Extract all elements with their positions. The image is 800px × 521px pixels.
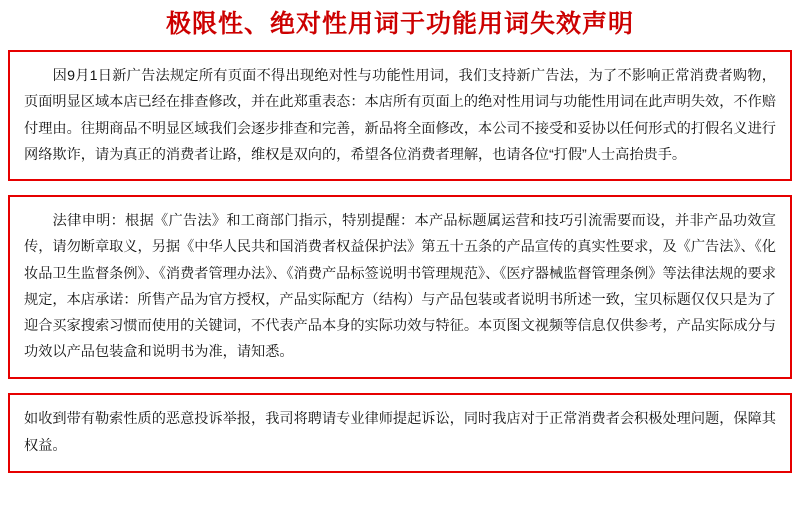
block-text xyxy=(24,63,776,168)
block-text xyxy=(24,208,776,366)
block-body: 因9月1日新广告法规定所有页面不得出现绝对性与功能性用词，我们支持新广告法，为了不影响正常消费者购物，页面明显区域本店已经在排查修改，并在此郑重表态：本店所有页面上的绝对性用词与功能性用词在此声明失效，不作赔付理由。往期商品不明显区域我们会逐步排查和完善，新品将全面修改，本公司不接受和妥协以任何形式的打假名义进行网络欺诈，请为真正的消费者让路，维权是双向的，希望各位消费者理解，也请各位“打假”人士高抬贵手。 xyxy=(24,68,776,163)
block-body: 法律申明：根据《广告法》和工商部门指示，特别提醒：本产品标题属运营和技巧引流需要而设，并非产品功效宣传，请勿断章取义，另据《中华人民共和国消费者权益保护法》第五十五条的产品宣传的真实性要求，及《广告法》、《化妆品卫生监督条例》、《消费者管理办法》、《消费产品标签说明书管理规范》、《医疗器械监督管理条例》等法律法规的要求规定，本店承诺：所售产品为官方授权，产品实际配方（结构）与产品包装或者说明书所述一致，宝贝标题仅仅只是为了迎合买家搜索习惯而使用的关键词，不代表产品本身的实际功效与特征。本页图文视频等信息仅供参考，产品实际成分与功效以产品包装盒和说明书为准，请知悉。 xyxy=(24,213,776,361)
statement-block-legal-statement xyxy=(8,195,792,379)
block-text xyxy=(24,406,776,460)
page-title: 极限性、绝对性用词于功能用词失效声明 xyxy=(165,11,634,38)
statement-block-advertising-law xyxy=(8,50,792,181)
block-body: 如收到带有勒索性质的恶意投诉举报，我司将聘请专业律师提起诉讼，同时我店对于正常消费者会积极处理问题，保障其权益。 xyxy=(24,410,776,454)
statement-block-extortion-notice xyxy=(8,393,792,473)
